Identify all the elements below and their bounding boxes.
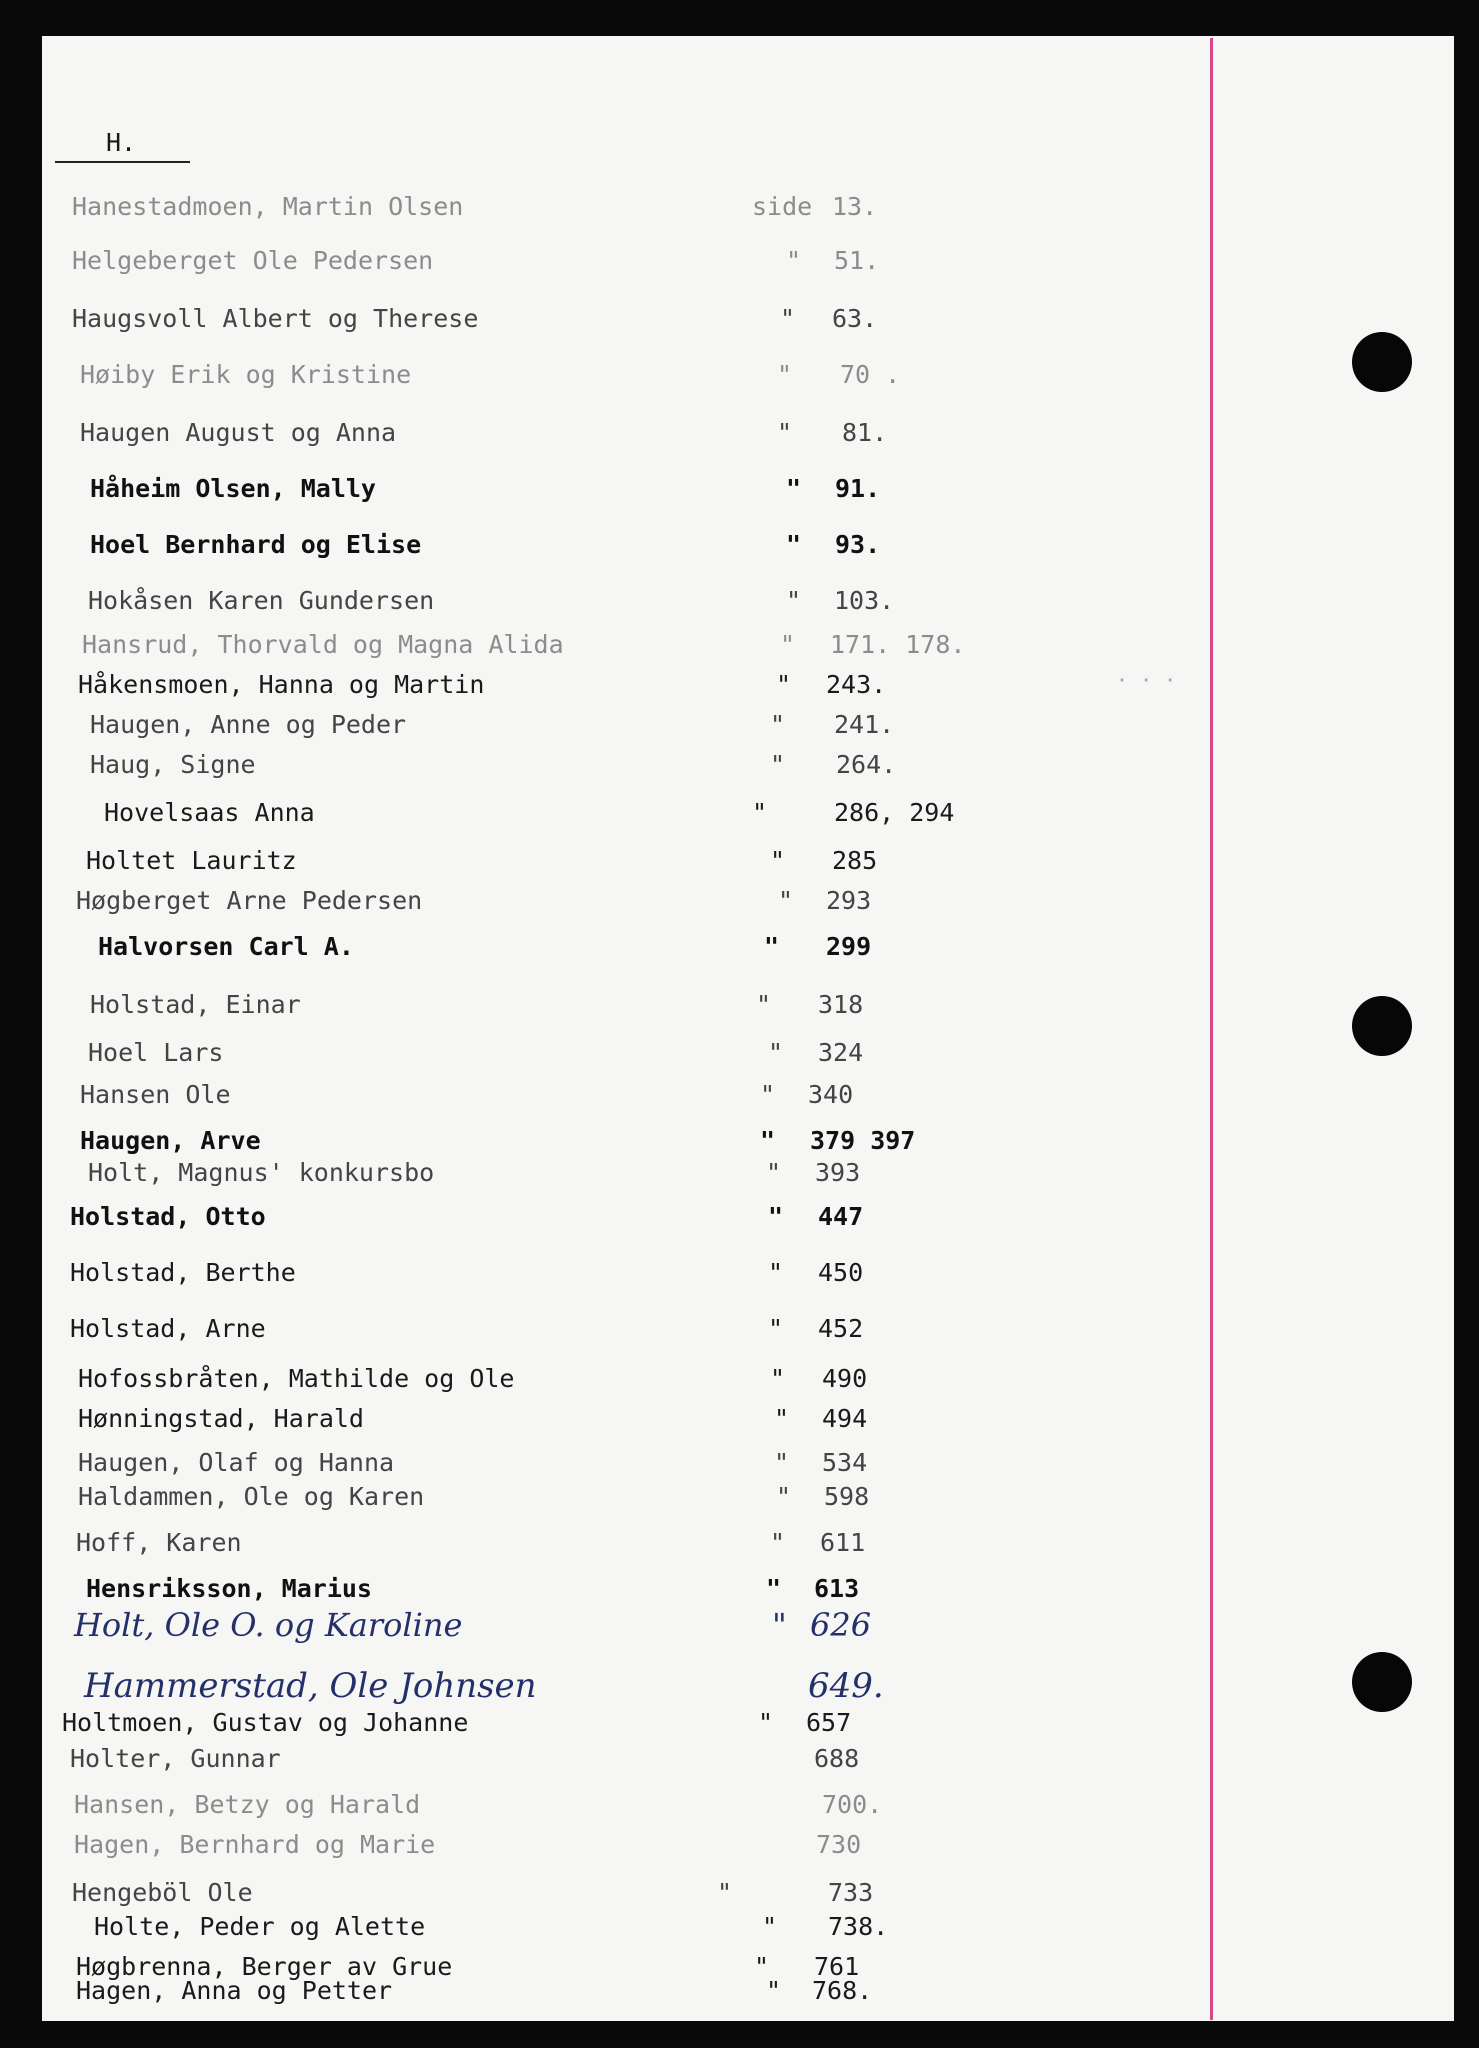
entry-page: 657 [806, 1708, 852, 1737]
entry-name: Hensriksson, Marius [86, 1574, 372, 1603]
entry-page: 649. [808, 1666, 884, 1706]
entry-page: 13. [832, 192, 878, 221]
entry-name: Høgberget Arne Pedersen [76, 886, 423, 915]
entry-page: 324 [818, 1038, 864, 1067]
entry-name: Holte, Peder og Alette [94, 1912, 426, 1941]
entry-page: 768. [812, 1976, 873, 2005]
entry-ditto: " [754, 1952, 770, 1981]
punch-hole [1352, 1652, 1412, 1712]
entry-ditto: " [776, 1482, 792, 1511]
entry-name: Hansen Ole [80, 1080, 231, 1109]
entry-name: Haugsvoll Albert og Therese [72, 304, 479, 333]
entry-ditto: " [777, 418, 793, 447]
entry-ditto: " [777, 360, 793, 389]
entry-page: 285 [832, 846, 878, 875]
entry-page: 63. [832, 304, 878, 333]
entry-page: 598 [824, 1482, 870, 1511]
index-letter: H. [106, 128, 137, 157]
entry-ditto: " [770, 710, 786, 739]
margin-rule [1210, 38, 1213, 2020]
entry-ditto: " [786, 246, 802, 275]
entry-page: 626 [810, 1606, 872, 1644]
entry-name: Hovelsaas Anna [104, 798, 315, 827]
entry-name: Holt, Magnus' konkursbo [88, 1158, 435, 1187]
entry-name: Hammerstad, Ole Johnsen [84, 1666, 537, 1706]
entry-page: 93. [835, 530, 881, 559]
entry-page: 171. 178. [830, 630, 966, 659]
entry-ditto: " [780, 630, 796, 659]
entry-page: 490 [822, 1364, 868, 1393]
entry-ditto: " [786, 586, 802, 615]
entry-page: 494 [822, 1404, 868, 1433]
entry-name: Halvorsen Carl A. [98, 932, 354, 961]
entry-name: Holstad, Berthe [70, 1258, 296, 1287]
entry-name: Haug, Signe [90, 750, 256, 779]
entry-page: 243. [826, 670, 887, 699]
entry-name: Holter, Gunnar [70, 1744, 281, 1773]
entry-name: Hagen, Bernhard og Marie [74, 1830, 436, 1859]
entry-ditto: " [766, 1976, 782, 2005]
entry-ditto: " [760, 1080, 776, 1109]
entry-page: 738. [828, 1912, 889, 1941]
entry-page: 688 [814, 1744, 860, 1773]
entry-ditto: " [774, 1448, 790, 1477]
entry-page: 447 [818, 1202, 864, 1231]
entry-page: 241. [834, 710, 895, 739]
entry-ditto: " [764, 932, 780, 961]
entry-page: 761 [814, 1952, 860, 1981]
entry-name: Hoel Lars [88, 1038, 224, 1067]
entry-name: Hansrud, Thorvald og Magna Alida [82, 630, 564, 659]
entry-ditto: " [786, 530, 802, 559]
entry-ditto: " [766, 1158, 782, 1187]
entry-name: Hansen, Betzy og Harald [74, 1790, 421, 1819]
entry-name: Hofossbråten, Mathilde og Ole [78, 1364, 515, 1393]
entry-ditto: " [776, 670, 792, 699]
entry-name: Holstad, Arne [70, 1314, 266, 1343]
entry-ditto: " [770, 1528, 786, 1557]
entry-page: 700. [822, 1790, 883, 1819]
entry-ditto: " [752, 798, 768, 827]
entry-ditto: " [760, 1126, 776, 1155]
entry-ditto: " [772, 1606, 787, 1644]
entry-ditto: " [778, 886, 794, 915]
entry-name: Holt, Ole O. og Karoline [74, 1606, 463, 1644]
entry-name: Hoff, Karen [76, 1528, 242, 1557]
entry-page: 51. [834, 246, 880, 275]
entry-ditto: " [717, 1878, 733, 1907]
entry-page: 340 [808, 1080, 854, 1109]
entry-page: 293 [826, 886, 872, 915]
entry-name: Håheim Olsen, Mally [90, 474, 376, 503]
entry-name: Hønningstad, Harald [78, 1404, 364, 1433]
entry-ditto: " [758, 1708, 774, 1737]
letter-underline [55, 161, 190, 163]
entry-name: Holstad, Otto [70, 1202, 266, 1231]
entry-page: 70 . [840, 360, 901, 389]
entry-name: Haugen, Olaf og Hanna [78, 1448, 395, 1477]
entry-page: 81. [842, 418, 888, 447]
entry-page: 103. [834, 586, 895, 615]
entry-ditto: " [766, 1574, 782, 1603]
entry-name: Haugen, Anne og Peder [90, 710, 407, 739]
entry-page: 318 [818, 990, 864, 1019]
entry-name: Hagen, Anna og Petter [76, 1976, 393, 2005]
ink-smudge: · · · [1116, 668, 1177, 692]
entry-page: 450 [818, 1258, 864, 1287]
entry-ditto: " [770, 1364, 786, 1393]
entry-page: 613 [814, 1574, 860, 1603]
entry-name: Hokåsen Karen Gundersen [88, 586, 435, 615]
entry-ditto: " [786, 474, 802, 503]
entry-name: Helgeberget Ole Pedersen [72, 246, 434, 275]
entry-ditto: " [768, 1038, 784, 1067]
entry-name: Holtmoen, Gustav og Johanne [62, 1708, 469, 1737]
entry-name: Holstad, Einar [90, 990, 301, 1019]
entry-name: Haugen August og Anna [80, 418, 397, 447]
entry-page: 286, 294 [834, 798, 955, 827]
entry-page: 452 [818, 1314, 864, 1343]
entry-page: 379 397 [810, 1126, 916, 1155]
entry-page: 264. [836, 750, 897, 779]
entry-page: 299 [826, 932, 872, 961]
entry-name: Høiby Erik og Kristine [80, 360, 412, 389]
entry-name: Håkensmoen, Hanna og Martin [78, 670, 485, 699]
entry-name: Hanestadmoen, Martin Olsen [72, 192, 464, 221]
entry-ditto: " [768, 1258, 784, 1287]
entry-name: Hoel Bernhard og Elise [90, 530, 422, 559]
entry-page: 393 [815, 1158, 861, 1187]
entry-ditto: " [768, 1314, 784, 1343]
entry-name: Høgbrenna, Berger av Grue [76, 1952, 453, 1981]
entry-page: 611 [820, 1528, 866, 1557]
entry-ditto: side [752, 192, 813, 221]
entry-ditto: " [774, 1404, 790, 1433]
entry-page: 91. [835, 474, 881, 503]
entry-ditto: " [768, 1202, 784, 1231]
entry-name: Hengeböl Ole [72, 1878, 253, 1907]
entry-name: Haugen, Arve [80, 1126, 261, 1155]
entry-ditto: " [770, 750, 786, 779]
entry-page: 534 [822, 1448, 868, 1477]
entry-ditto: " [762, 1912, 778, 1941]
punch-hole [1352, 996, 1412, 1056]
entry-page: 733 [828, 1878, 874, 1907]
entry-name: Haldammen, Ole og Karen [78, 1482, 425, 1511]
entry-ditto: " [756, 990, 772, 1019]
entry-page: 730 [816, 1830, 862, 1859]
entry-ditto: " [770, 846, 786, 875]
punch-hole [1352, 332, 1412, 392]
entry-name: Holtet Lauritz [86, 846, 297, 875]
entry-ditto: " [780, 304, 796, 333]
